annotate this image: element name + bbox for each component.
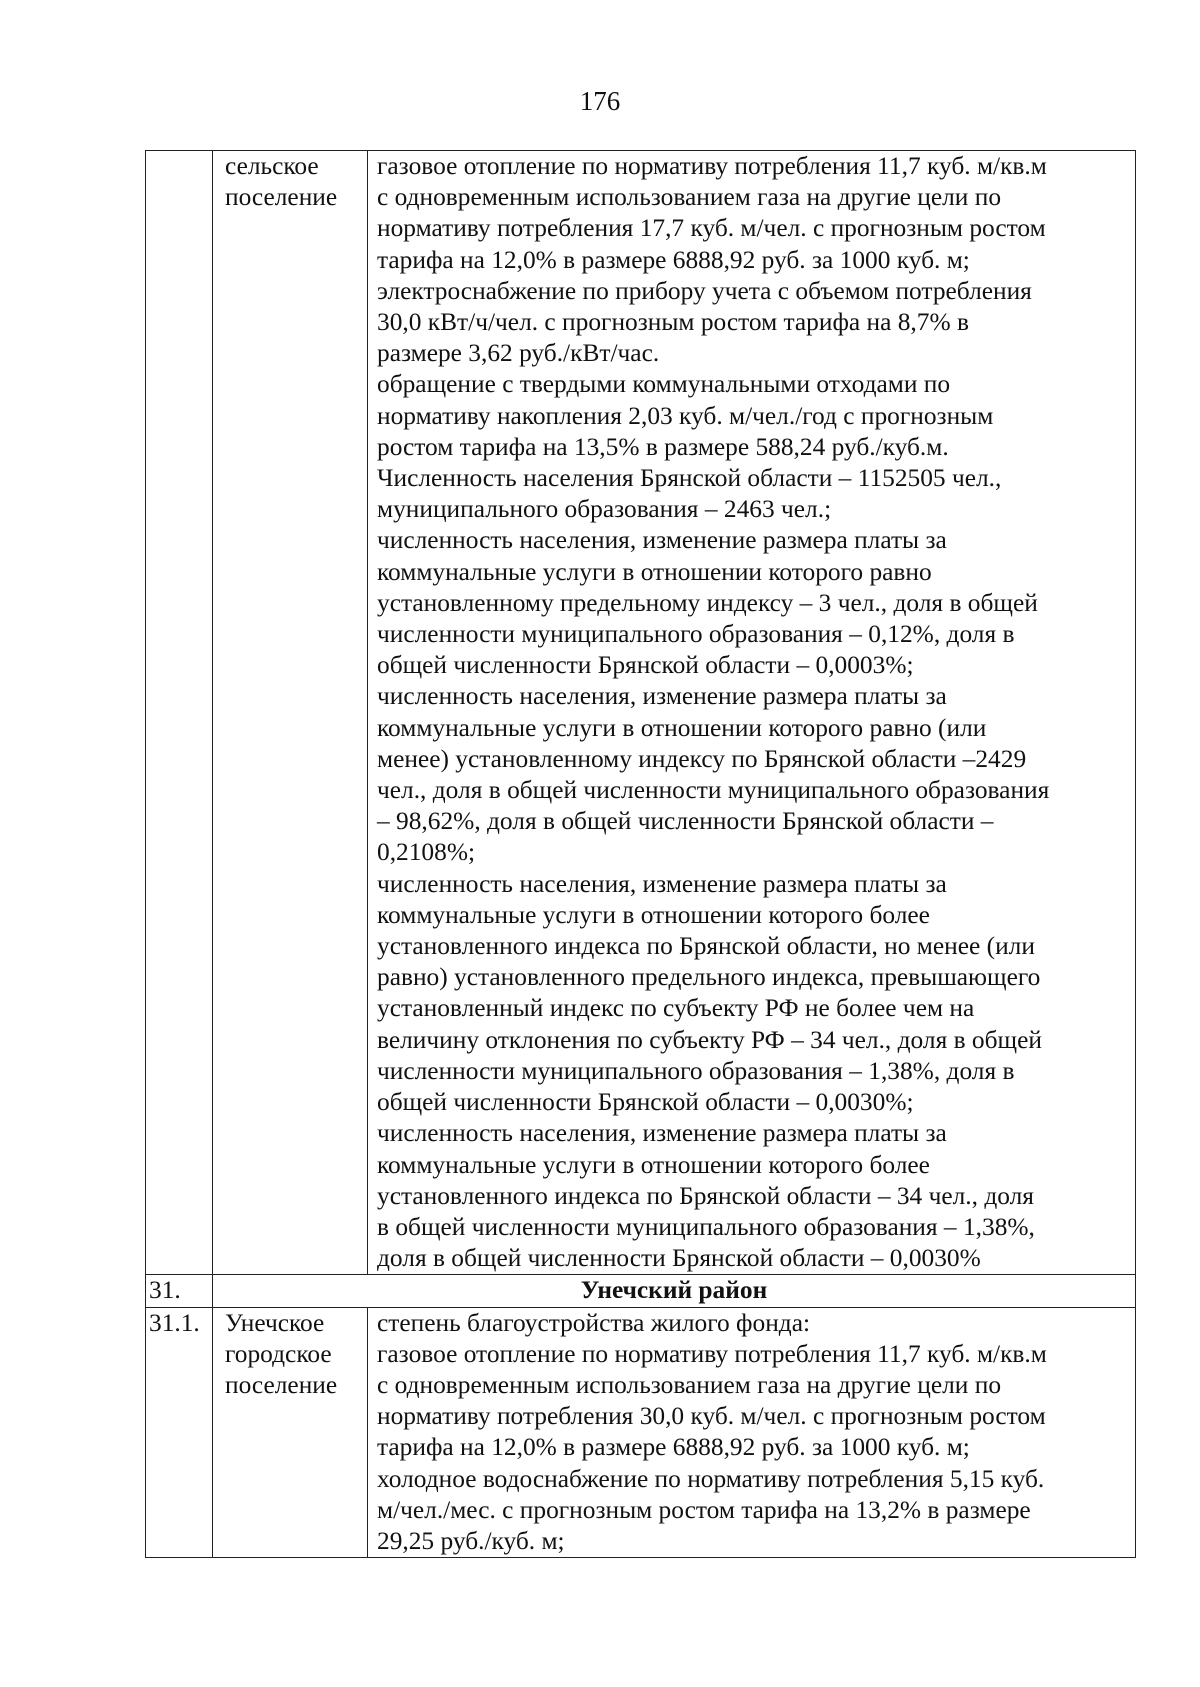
settlement-description	[368, 1307, 1136, 1558]
page-number: 176	[579, 86, 621, 116]
description-line: численность населения, изменение размера платы за	[377, 869, 947, 898]
description-line: коммунальные услуги в отношении которого равно	[377, 557, 932, 586]
table-row	[146, 1307, 1136, 1558]
description-line: Численность населения Брянской области – 1152505 чел.,	[377, 464, 1002, 493]
description-line: коммунальные услуги в отношении которого более	[377, 1150, 930, 1179]
description-line: нормативу потребления 30,0 куб. м/чел. с прогнозным ростом	[377, 1402, 1046, 1431]
description-line: доля в общей численности Брянской области – 0,0030%	[377, 1244, 981, 1273]
description-line: численности муниципального образования – 0,12%, доля в	[377, 620, 1015, 649]
district-heading: Унечский район	[213, 1275, 1136, 1307]
description-line: газовое отопление по нормативу потребления 11,7 куб. м/кв.м	[377, 152, 1047, 180]
description-line: установленного индекса по Брянской области, но менее (или	[377, 932, 1035, 961]
description-line: менее) установленному индексу по Брянской области –2429	[377, 744, 1027, 773]
description-line: размере 3,62 руб./кВт/час.	[377, 339, 660, 368]
description-line: тарифа на 12,0% в размере 6888,92 руб. за 1000 куб. м;	[377, 1433, 970, 1462]
row-number: 31.1.	[146, 1307, 213, 1558]
description-line: общей численности Брянской области – 0,0003%;	[377, 651, 914, 680]
row-number: 31.	[146, 1275, 213, 1307]
description-line: равно) установленного предельного индекса, превышающего	[377, 963, 1041, 992]
description-line: муниципального образования – 2463 чел.;	[377, 495, 832, 524]
description-line: установленного индекса по Брянской области – 34 чел., доля	[377, 1181, 1034, 1210]
settlement-description	[368, 151, 1136, 1275]
description-line: нормативу накопления 2,03 куб. м/чел./год с прогнозным	[377, 401, 994, 430]
description-line: газовое отопление по нормативу потребления 11,7 куб. м/кв.м	[377, 1339, 1047, 1368]
description-line: численность населения, изменение размера платы за	[377, 682, 947, 711]
description-line: численности муниципального образования – 1,38%, доля в	[377, 1056, 1015, 1085]
description-line: величину отклонения по субъекту РФ – 34 чел., доля в общей	[377, 1025, 1042, 1054]
settlement-name: Унечское городское поселение	[213, 1307, 368, 1558]
description-line: общей численности Брянской области – 0,0030%;	[377, 1088, 914, 1117]
description-line: 29,25 руб./куб. м;	[377, 1526, 565, 1555]
settlement-name: сельское поселение	[213, 151, 368, 1275]
description-line: установленному предельному индексу – 3 чел., доля в общей	[377, 588, 1038, 617]
description-line: численность населения, изменение размера платы за	[377, 526, 947, 555]
description-line: электроснабжение по прибору учета с объемом потребления	[377, 276, 1032, 305]
description-line: холодное водоснабжение по нормативу потребления 5,15 куб.	[377, 1464, 1045, 1493]
row-number	[146, 151, 213, 1275]
description-line: установленный индекс по субъекту РФ не более чем на	[377, 994, 975, 1023]
description-line: тарифа на 12,0% в размере 6888,92 руб. за 1000 куб. м;	[377, 245, 970, 274]
description-line: с одновременным использованием газа на другие цели по	[377, 183, 1002, 212]
description-line: 0,2108%;	[377, 838, 476, 867]
tariff-table	[145, 150, 1136, 1558]
district-row	[146, 1275, 1136, 1307]
description-line: обращение с твердыми коммунальными отходами по	[377, 370, 951, 399]
description-line: коммунальные услуги в отношении которого равно (или	[377, 713, 987, 742]
description-line: в общей численности муниципального образования – 1,38%,	[377, 1212, 1035, 1241]
description-line: м/чел./мес. с прогнозным ростом тарифа на 13,2% в размере	[377, 1495, 1031, 1524]
description-line: – 98,62%, доля в общей численности Брянской области –	[377, 807, 994, 836]
description-line: степень благоустройства жилого фонда:	[377, 1308, 811, 1337]
description-line: чел., доля в общей численности муниципального образования	[377, 776, 1050, 805]
description-line: численность населения, изменение размера платы за	[377, 1119, 947, 1148]
description-line: ростом тарифа на 13,5% в размере 588,24 руб./куб.м.	[377, 432, 949, 461]
description-line: с одновременным использованием газа на другие цели по	[377, 1370, 1002, 1399]
description-line: нормативу потребления 17,7 куб. м/чел. с прогнозным ростом	[377, 214, 1046, 243]
description-line: 30,0 кВт/ч/чел. с прогнозным ростом тарифа на 8,7% в	[377, 308, 969, 337]
description-line: коммунальные услуги в отношении которого более	[377, 900, 930, 929]
table-row	[146, 151, 1136, 1275]
